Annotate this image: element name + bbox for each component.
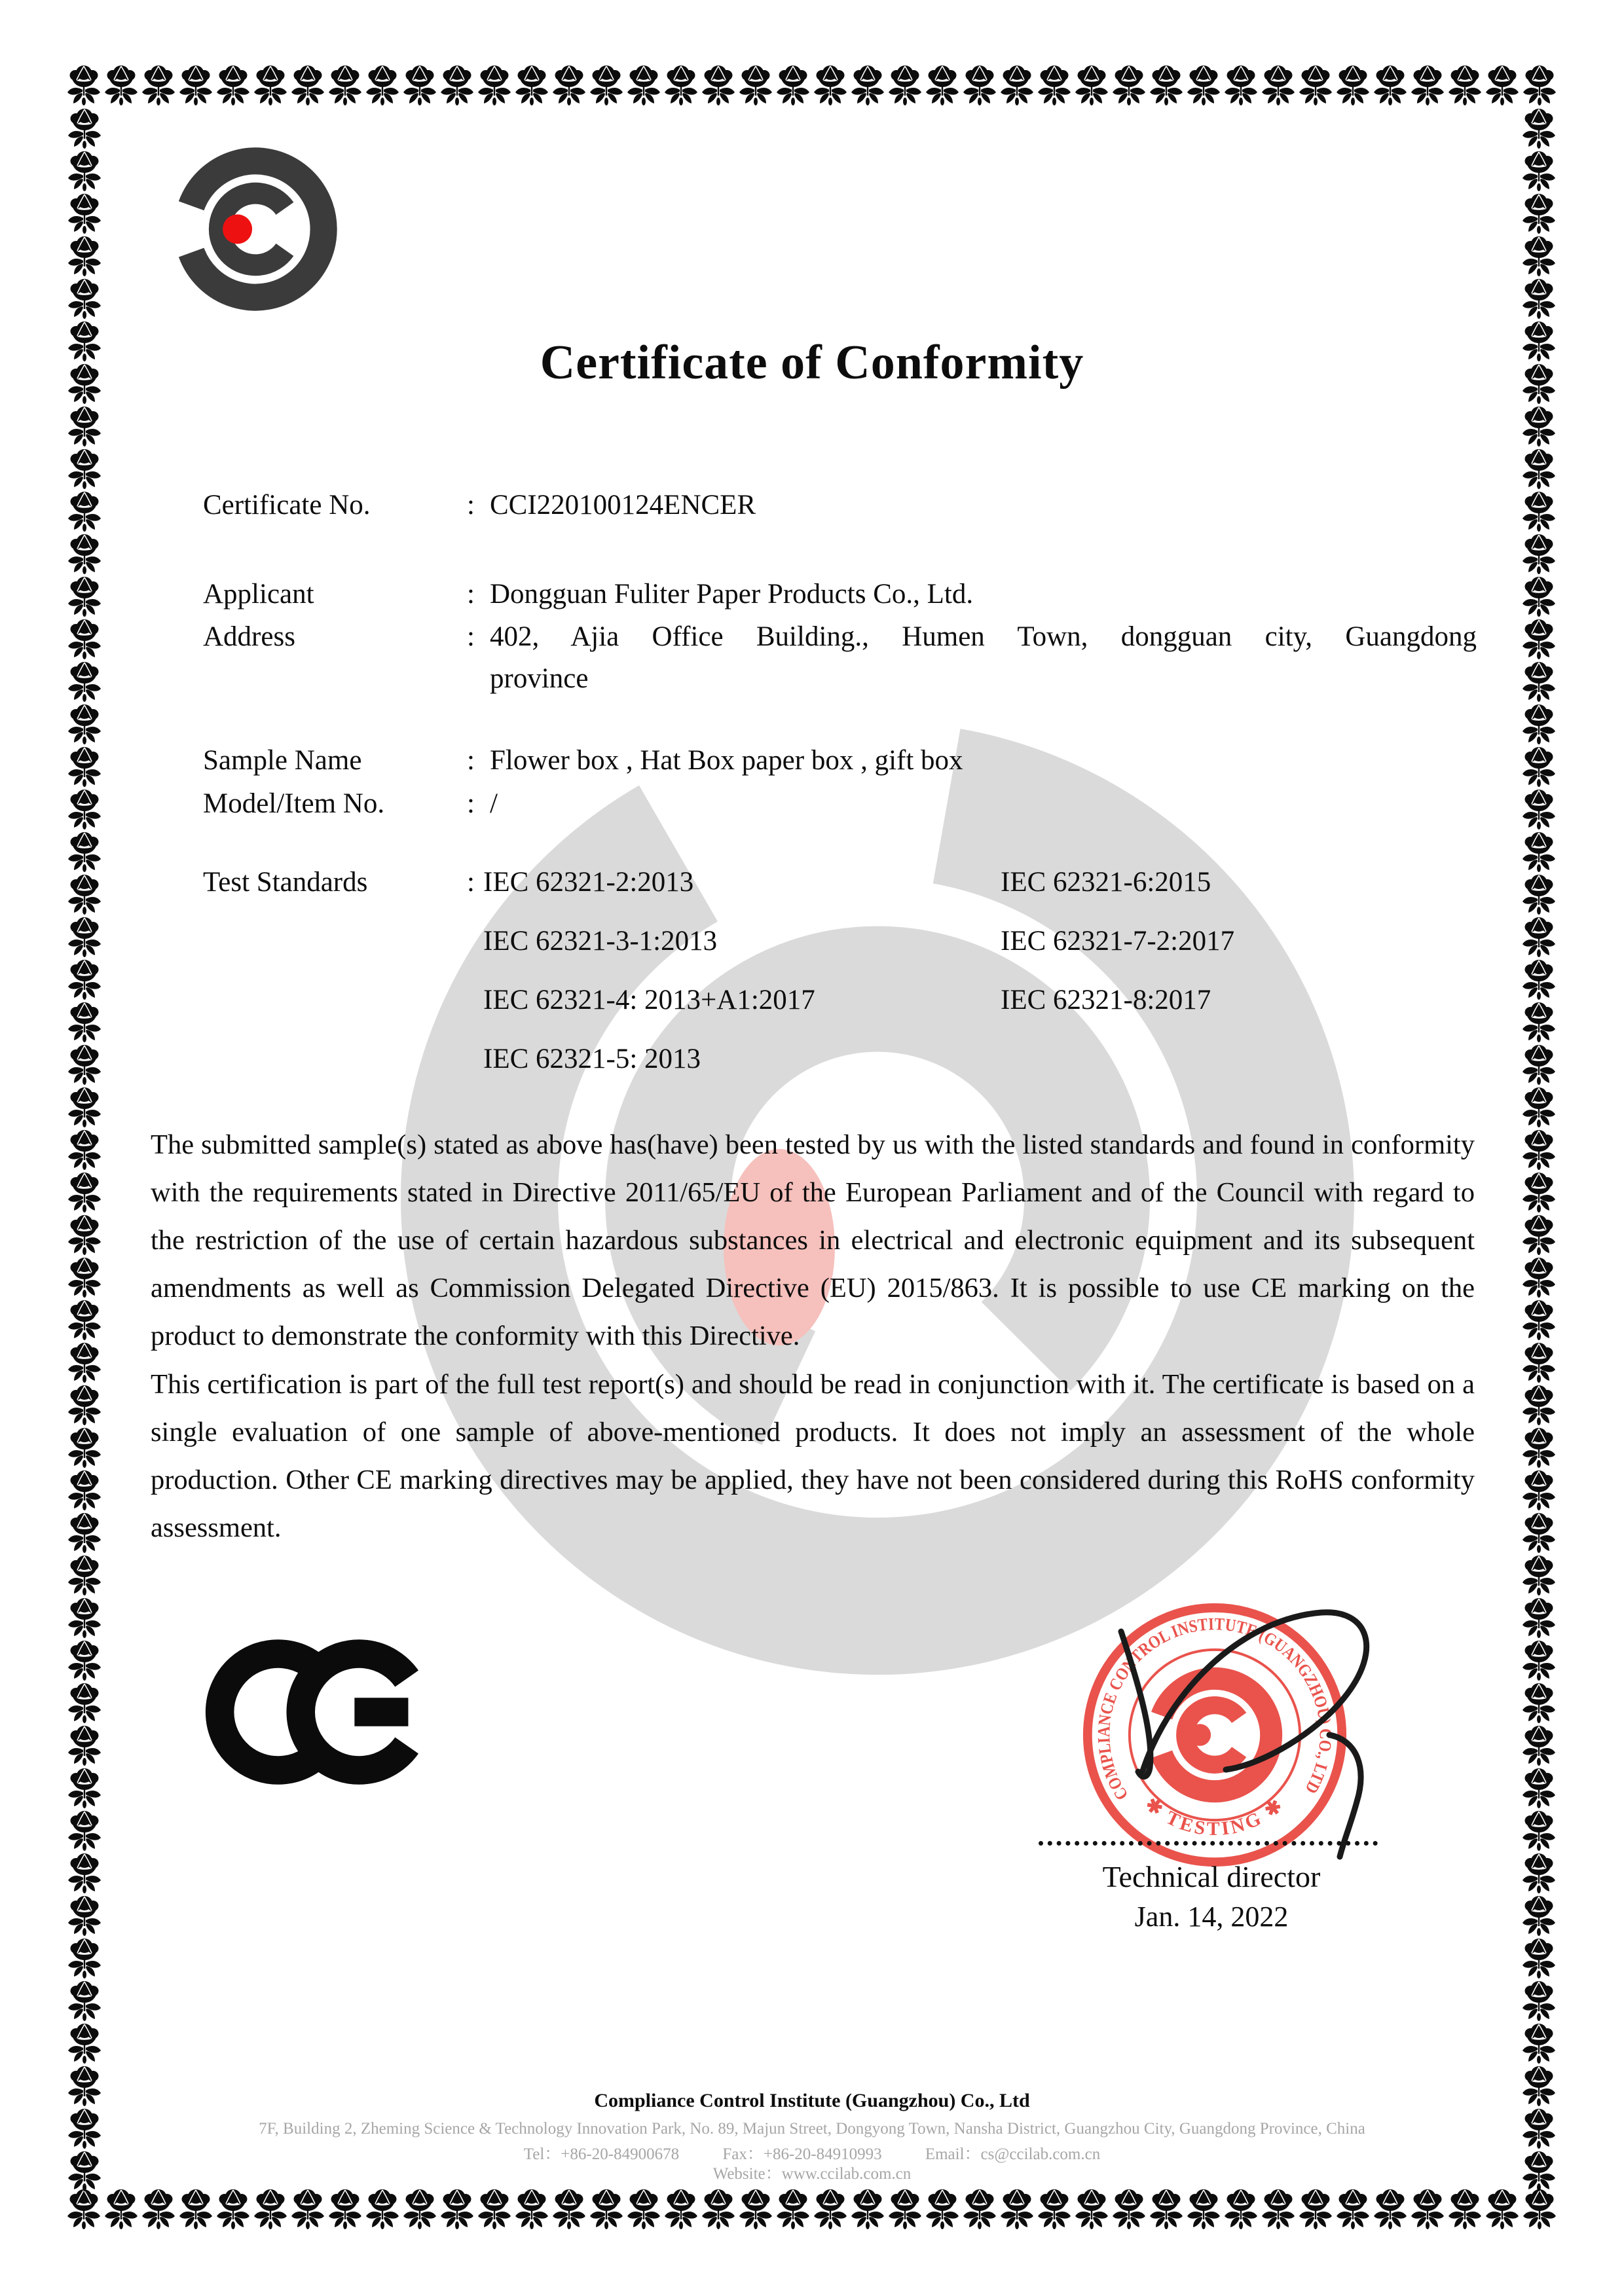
footer-tel: Tel：+86-20-84900678 — [523, 2145, 680, 2163]
cci-logo-icon — [166, 139, 345, 319]
footer-address: 7F, Building 2, Zheming Science & Technology Innovation Park, No. 89, Majun Street, Dongyong Town, Nansha District, Guangzhou City, Guangdong Province, China — [259, 2120, 1365, 2138]
applicant-label: Applicant — [203, 579, 314, 610]
signature-date: Jan. 14, 2022 — [1134, 1901, 1289, 1933]
test-standard-item: IEC 62321-5: 2013 — [483, 1044, 701, 1074]
test-standard-item: IEC 62321-7-2:2017 — [1001, 926, 1235, 957]
test-standards-row — [203, 862, 1477, 903]
address-label: Address — [203, 621, 295, 652]
test-standard-item: IEC 62321-6:2015 — [1001, 867, 1211, 898]
address-line1: 402, Ajia Office Building., Humen Town, dongguan city, Guangdong — [490, 621, 1477, 652]
sample-name-value: Flower box , Hat Box paper box , gift box — [490, 745, 963, 776]
page-title: Certificate of Conformity — [540, 336, 1084, 390]
test-standard-item: IEC 62321-3-1:2013 — [483, 926, 718, 957]
colon: : — [467, 621, 475, 652]
certificate-no-value: CCI220100124ENCER — [490, 490, 756, 520]
model-item-row — [203, 783, 1477, 825]
colon: : — [467, 579, 475, 610]
stamp-ring-text: COMPLIANCE CONTROL INSTITUTE (GUANGZHOU) CO., LTD — [1094, 1614, 1336, 1804]
test-standard-item: IEC 62321-2:2013 — [483, 867, 694, 898]
stamp-bottom-text: ✱ TESTING ✱ — [1141, 1793, 1289, 1840]
applicant-row — [203, 574, 1477, 615]
model-item-value: / — [490, 788, 498, 819]
certificate-no-row — [203, 484, 1477, 526]
colon: : — [467, 788, 475, 819]
footer-website: Website：www.ccilab.com.cn — [712, 2165, 912, 2183]
footer-company: Compliance Control Institute (Guangzhou) Co., Ltd — [594, 2090, 1030, 2111]
signature-line — [1039, 1841, 1378, 1846]
test-standard-item: IEC 62321-8:2017 — [1001, 985, 1211, 1015]
test-standards-label: Test Standards — [203, 867, 368, 898]
colon: : — [467, 745, 475, 776]
colon: : — [467, 867, 475, 898]
footer-fax: Fax：+86-20-84910993 — [722, 2145, 882, 2163]
address-row — [203, 616, 1477, 700]
certificate-no-label: Certificate No. — [203, 490, 371, 520]
conformity-paragraph: The submitted sample(s) stated as above has(have) been tested by us with the listed standards and found in conformity with the requirements stated in Directive 2011/65/EU of the European Parliament and of the Council with regard to the restriction of the use of certain hazardous substances in electrical and electronic equipment and its subsequent amendments as well as Commission Delegated Directive (EU) 2015/863. It is possible to use CE marking on the product to demonstrate the conformity with this Directive. — [151, 1129, 1475, 1351]
address-line2: province — [490, 663, 589, 694]
test-standard-item: IEC 62321-4: 2013+A1:2017 — [483, 985, 815, 1015]
colon: : — [467, 490, 475, 520]
address-value — [490, 616, 1477, 700]
signature-scrawl — [1074, 1571, 1388, 1879]
certification-paragraph: This certification is part of the full test report(s) and should be read in conjunction with it. The certificate is based on a single evaluation of one sample of above-mentioned products. It does not imply an assessment of the whole production. Other CE marking directives may be applied, they have not been considered during this RoHS conformity assessment. — [151, 1369, 1475, 1543]
model-item-label: Model/Item No. — [203, 788, 385, 819]
footer-email: Email：cs@ccilab.com.cn — [925, 2145, 1101, 2163]
sample-name-row — [203, 740, 1477, 782]
signer-title: Technical director — [1102, 1860, 1321, 1893]
applicant-value: Dongguan Fuliter Paper Products Co., Ltd. — [490, 579, 974, 610]
sample-name-label: Sample Name — [203, 745, 362, 776]
ce-mark-icon — [200, 1629, 434, 1798]
